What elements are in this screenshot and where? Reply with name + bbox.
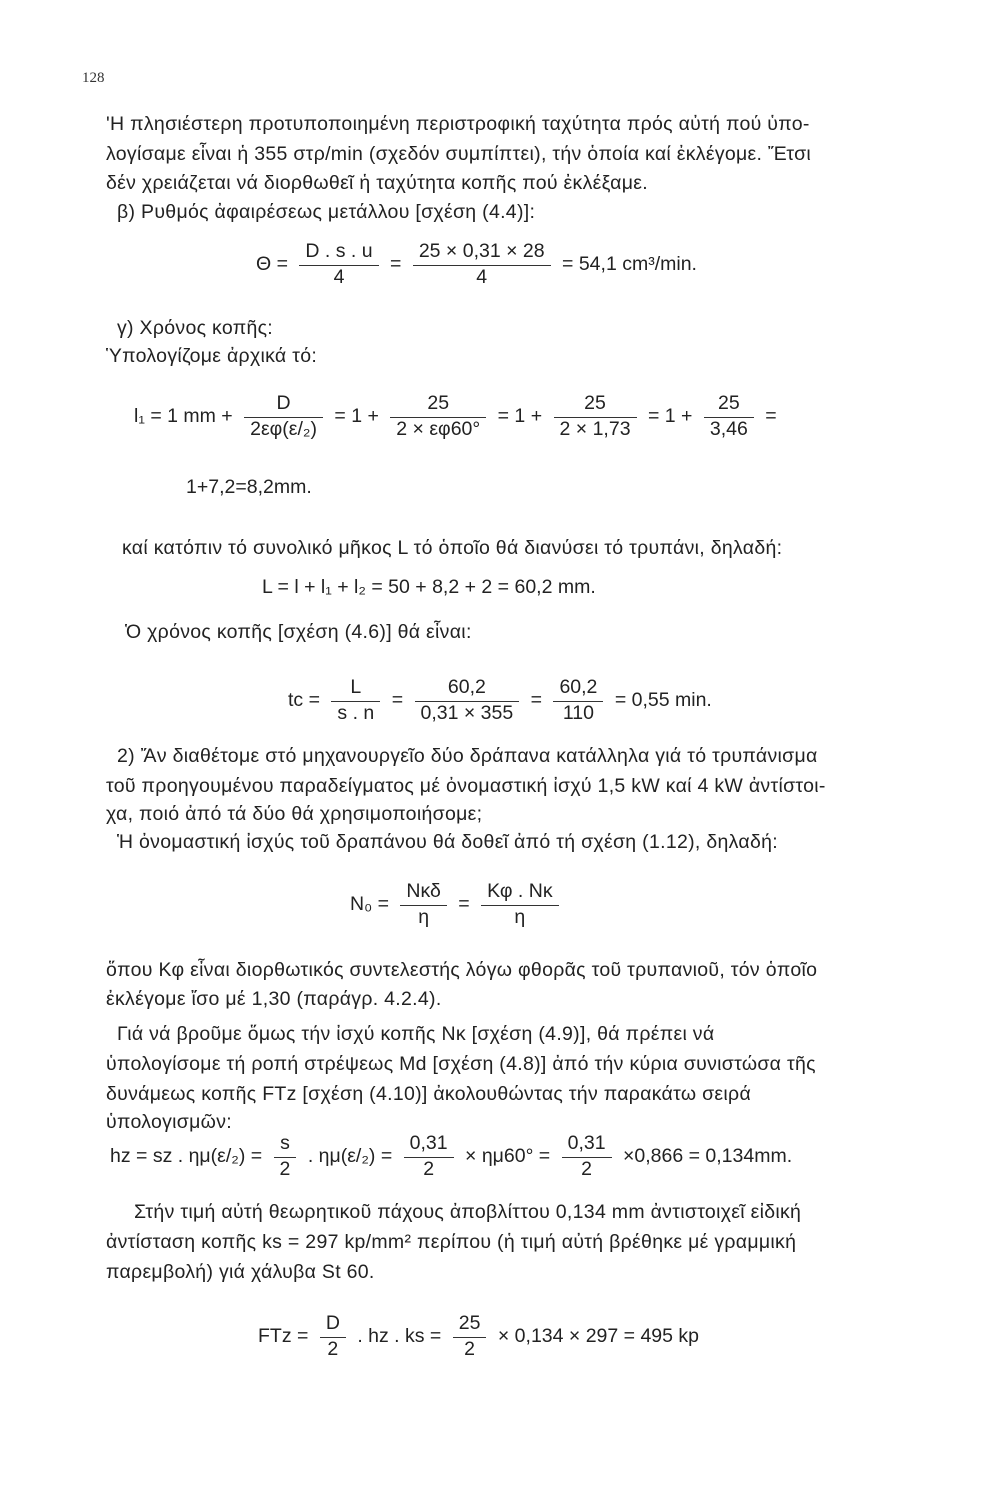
page-number: 128 bbox=[82, 70, 105, 86]
fraction-denominator: 110 bbox=[553, 701, 603, 725]
fraction-numerator: 60,2 bbox=[559, 676, 598, 698]
text-line: 2) Ἄν διαθέτομε στό μηχανουργεῖο δύο δράπανα κατάλληλα γιά τό τρυπάνισμα bbox=[117, 745, 818, 767]
eq-lhs: tc = bbox=[288, 689, 320, 711]
fraction-numerator: D bbox=[276, 392, 291, 414]
text-line: παρεμβολή) γιά χάλυβα St 60. bbox=[106, 1261, 375, 1283]
fraction-denominator: 2 bbox=[320, 1337, 346, 1361]
text-line: Στήν τιμή αὐτή θεωρητικοῦ πάχους ἀποβλίττου 0,134 mm ἀντιστοιχεῖ εἰδική bbox=[134, 1201, 802, 1223]
text-line: τοῦ προηγουμένου παραδείγματος μέ ὀνομαστική ἰσχύ 1,5 kW καί 4 kW ἀντίστοι- bbox=[106, 775, 826, 797]
eq-sign: = bbox=[530, 689, 543, 711]
eq-sign: = bbox=[390, 253, 402, 275]
text-line: Ὁ χρόνος κοπῆς [σχέση (4.6)] θά εἶναι: bbox=[125, 621, 472, 643]
equation-l1 bbox=[134, 392, 777, 441]
text-line: χα, ποιό ἀπό τά δύο θά χρησιμοποιήσομε; bbox=[106, 803, 483, 825]
fraction-numerator: s bbox=[280, 1132, 290, 1154]
eq-mid: × ημ60° = bbox=[465, 1145, 551, 1167]
text-line: ἀντίσταση κοπῆς ks = 297 kp/mm² περίπου (ἡ τιμή αὐτή βρέθηκε μέ γραμμική bbox=[106, 1231, 797, 1253]
fraction-denominator: 2 bbox=[404, 1157, 454, 1181]
eq-mid: . ημ(ε/₂) = bbox=[307, 1145, 393, 1167]
fraction-denominator: s . n bbox=[331, 701, 380, 725]
fraction-numerator: 25 bbox=[584, 392, 606, 414]
fraction-numerator: Νκδ bbox=[406, 880, 441, 902]
text-line: δέν χρειάζεται νά διορθωθεῖ ἡ ταχύτητα κοπῆς πού ἐκλέξαμε. bbox=[106, 172, 648, 194]
fraction-numerator: 25 bbox=[458, 1312, 481, 1334]
text-line: ὑπολογισμῶν: bbox=[106, 1111, 232, 1133]
text-line: Ὑπολογίζομε ἀρχικά τό: bbox=[106, 345, 318, 367]
eq-mid: . hz . ks = bbox=[357, 1325, 442, 1347]
eq-result: = 0,55 min. bbox=[614, 689, 712, 711]
text-line: καί κατόπιν τό συνολικό μῆκος L τό ὁποῖο θά διανύσει τό τρυπάνι, δηλαδή: bbox=[122, 537, 783, 559]
fraction-numerator: L bbox=[350, 676, 362, 698]
fraction-denominator: 0,31 × 355 bbox=[415, 701, 520, 725]
equation-nominal-power bbox=[350, 880, 565, 929]
eq-lhs: FTz = bbox=[258, 1325, 309, 1347]
fraction-numerator: 25 bbox=[717, 392, 740, 414]
equation-cutting-force bbox=[258, 1312, 699, 1361]
fraction-denominator: 4 bbox=[299, 265, 378, 289]
fraction-denominator: η bbox=[481, 905, 559, 929]
text-line: Γιά νά βροῦμε ὅμως τήν ἰσχύ κοπῆς Νκ [σχέση (4.9)], θά πρέπει νά bbox=[117, 1023, 715, 1045]
equation-total-length: L = l + l₁ + l₂ = 50 + 8,2 + 2 = 60,2 mm. bbox=[262, 576, 596, 598]
equation-l1-result: 1+7,2=8,2mm. bbox=[186, 476, 312, 498]
equation-cut-time bbox=[288, 676, 712, 725]
text-line: ἐκλέγομε ἴσο μέ 1,30 (παράγρ. 4.2.4). bbox=[106, 988, 442, 1010]
equation-chip-thickness bbox=[110, 1132, 792, 1181]
eq-lhs: hz = sz . ημ(ε/₂) = bbox=[110, 1145, 263, 1167]
fraction-numerator: D bbox=[325, 1312, 340, 1334]
fraction-denominator: 2εφ(ε/₂) bbox=[244, 417, 323, 441]
eq-result: × 0,134 × 297 = 495 kp bbox=[497, 1325, 700, 1347]
fraction-numerator: Κφ . Νκ bbox=[487, 880, 553, 902]
fraction-denominator: 3,46 bbox=[704, 417, 754, 441]
eq-sign: = bbox=[765, 405, 777, 427]
eq-sign: = bbox=[458, 893, 470, 915]
eq-lhs: Θ = bbox=[256, 253, 288, 275]
fraction-denominator: 4 bbox=[413, 265, 551, 289]
eq-sign: = 1 + bbox=[647, 405, 693, 427]
text-line: γ) Χρόνος κοπῆς: bbox=[117, 317, 274, 339]
eq-lhs: N₀ = bbox=[350, 893, 389, 915]
eq-sign: = 1 + bbox=[497, 405, 543, 427]
eq-result: ×0,866 = 0,134mm. bbox=[623, 1145, 793, 1167]
eq-lhs: l₁ = 1 mm + bbox=[134, 405, 233, 427]
fraction-numerator: 25 × 0,31 × 28 bbox=[418, 240, 545, 262]
fraction-numerator: 0,31 bbox=[567, 1132, 606, 1154]
fraction-numerator: 25 bbox=[427, 392, 450, 414]
text-line: ὅπου Κφ εἶναι διορθωτικός συντελεστής λόγω φθορᾶς τοῦ τρυπανιοῦ, τόν ὁποῖο bbox=[106, 959, 818, 981]
fraction-denominator: η bbox=[400, 905, 446, 929]
fraction-denominator: 2 × 1,73 bbox=[554, 417, 637, 441]
fraction-numerator: 60,2 bbox=[447, 676, 486, 698]
text-line: β) Ρυθμός ἀφαιρέσεως μετάλλου [σχέση (4.4)]: bbox=[117, 201, 536, 223]
text-line: Ἡ ὀνομαστική ἰσχύς τοῦ δραπάνου θά δοθεῖ ἀπό τή σχέση (1.12), δηλαδή: bbox=[117, 831, 778, 853]
text-line: λογίσαμε εἶναι ἡ 355 στρ/min (σχεδόν συμπίπτει), τήν ὁποία καί ἐκλέγομε. Ἔτσι bbox=[106, 143, 812, 165]
fraction-denominator: 2 × εφ60° bbox=[390, 417, 486, 441]
fraction-numerator: D . s . u bbox=[305, 240, 373, 262]
eq-sign: = bbox=[391, 689, 404, 711]
fraction-numerator: 0,31 bbox=[409, 1132, 448, 1154]
eq-sign: = 1 + bbox=[334, 405, 379, 427]
equation-metal-removal bbox=[256, 240, 697, 289]
text-line: 'Η πλησιέστερη προτυποποιημένη περιστροφική ταχύτητα πρός αὐτή πού ὑπο- bbox=[106, 113, 810, 135]
fraction-denominator: 2 bbox=[274, 1157, 297, 1181]
text-line: δυνάμεως κοπῆς FTz [σχέση (4.10)] ἀκολουθώντας τήν παρακάτω σειρά bbox=[106, 1083, 752, 1105]
fraction-denominator: 2 bbox=[453, 1337, 487, 1361]
eq-result: = 54,1 cm³/min. bbox=[562, 253, 697, 275]
fraction-denominator: 2 bbox=[562, 1157, 612, 1181]
text-line: ὑπολογίσομε τή ροπή στρέψεως Md [σχέση (4.8)] ἀπό τήν κύρια συνιστώσα τῆς bbox=[106, 1053, 816, 1075]
